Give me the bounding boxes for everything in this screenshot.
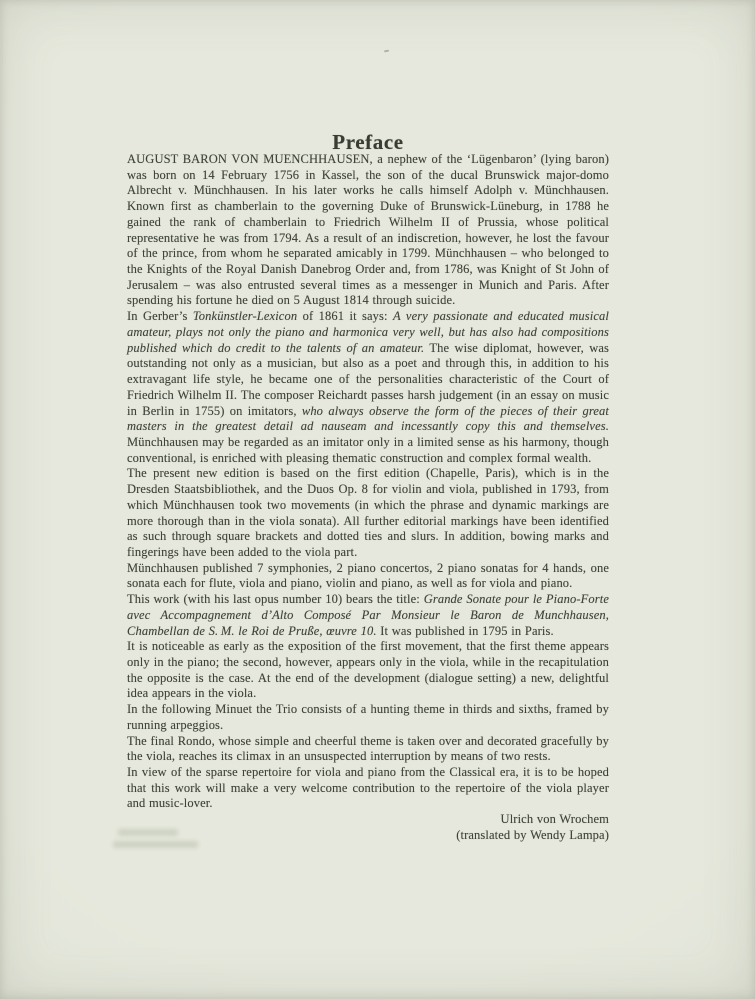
text-run: This work (with his last opus number 10) bears the title:	[127, 592, 424, 607]
show-through-smudge	[118, 829, 178, 836]
signature-block	[127, 812, 609, 843]
text-run: The final Rondo, whose simple and cheerful theme is taken over and decorated gracefully by the viola, reaches its climax in an unsuspected interruption by means of two rests.	[127, 733, 609, 764]
paragraph	[127, 639, 609, 702]
text-run: In the following Minuet the Trio consists of a hunting theme in thirds and sixths, framed by running arpeggios.	[127, 702, 609, 732]
text-run: Münchhausen may be regarded as an imitator only in a limited sense as his harmony, though conventional, is enriched with pleasing thematic construction and complex formal wealth.	[127, 434, 609, 465]
italic-text-run: Grande Sonate pour le Piano-Forte avec Accompagnement d’Alto Composé Par Monsieur le Baron de Munchhausen, Chambellan de S. M. le Roi de Pruße, œuvre 10.	[127, 592, 609, 638]
italic-text-run: Tonkünstler-Lexicon	[192, 309, 298, 324]
italic-text-run: A very passionate and educated musical amateur, plays not only the piano and harmonica very well, but has also had compositions published which do credit to the talents of an amateur.	[127, 309, 609, 355]
text-run: It is noticeable as early as the exposition of the first movement, that the first theme appears only in the piano; the second, however, appears only in the viola, while in the recapitulation the opposite is the case. At the end of the development (dialogue setting) a new, delightful idea appears in the viola.	[127, 639, 609, 701]
text-run: It was published in 1795 in Paris.	[376, 623, 554, 638]
paragraph	[127, 561, 609, 592]
paragraph	[127, 309, 609, 466]
paragraph	[127, 765, 609, 812]
paragraph	[127, 734, 609, 765]
text-run: AUGUST BARON VON MUENCHHAUSEN, a nephew of the ‘Lügenbaron’ (lying baron) was born on 14 February 1756 in Kassel, the son of the ducal Brunswick major-domo Albrecht v. Münchhausen. In his later works he calls himself Adolph v. Münchhausen. Known first as chamberlain to the governing Duke of Brunswick-Lüneburg, in 1788 he gained the rank of chamberlain to Friedrich Wilhelm II of Prussia, whose political representative he was from 1794. As a result of an indiscretion, however, he lost the favour of the prince, from whom he separated amicably in 1799. Münchhausen – who belonged to the Knights of the Royal Danish Danebrog Order and, from 1786, was Knight of St John of Jerusalem – was also entrusted several times as a messenger in Munich and Paris. After spending his fortune he died on 5 August 1814 through suicide.	[127, 152, 609, 308]
text-run: In Gerber’s	[127, 309, 193, 324]
preface-paragraphs	[127, 152, 609, 812]
paragraph	[127, 466, 609, 560]
paragraph	[127, 592, 609, 639]
text-run: of 1861 it says:	[297, 309, 394, 324]
page-title: Preface	[332, 130, 404, 155]
text-run: Münchhausen published 7 symphonies, 2 piano concertos, 2 piano sonatas for 4 hands, one sonata each for flute, viola and piano, violin and piano, as well as for viola and piano.	[127, 560, 609, 591]
preface-text-block	[127, 152, 609, 844]
signature-name: Ulrich von Wrochem	[500, 812, 609, 827]
signature-translation: (translated by Wendy Lampa)	[456, 827, 609, 842]
paragraph	[127, 152, 609, 309]
text-run: The present new edition is based on the first edition (Chapelle, Paris), which is in the Dresden Staatsbibliothek, and the Duos Op. 8 for violin and viola, published in 1793, from which Münchhausen took two movements (in which the phrase and dynamic markings are more thorough than in the viola sonata). All further editorial markings have been identified as such through square brackets and dotted ties and slurs. In addition, bowing marks and fingerings have been added to the viola part.	[127, 466, 609, 559]
scan-speck	[384, 50, 389, 52]
show-through-smudge	[113, 841, 198, 848]
text-run: The wise diplomat, however, was outstanding not only as a musician, but also as a poet and through this, in addition to his extravagant life style, he became one of the personalities characteristic of the Court of Friedrich Wilhelm II. The composer Reichardt passes harsh judgement (in an essay on music in Berlin in 1755) on imitators,	[127, 340, 610, 418]
italic-text-run: who always observe the form of the pieces of their great masters in the greatest detail ad nauseam and incessantly copy this and themselves.	[127, 403, 609, 434]
text-run: In view of the sparse repertoire for viola and piano from the Classical era, it is to be hoped that this work will make a very welcome contribution to the repertoire of the viola player and music-lover.	[127, 765, 609, 811]
paragraph	[127, 702, 609, 733]
